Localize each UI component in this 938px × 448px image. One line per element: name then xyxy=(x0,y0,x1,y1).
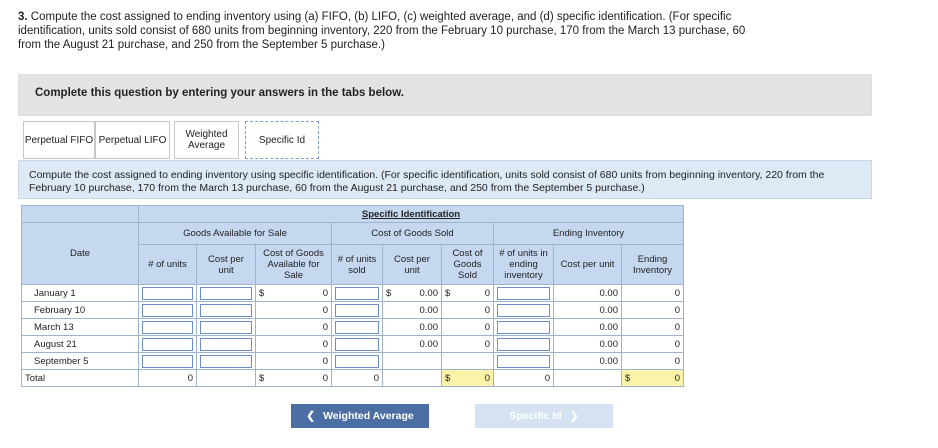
tab-weighted-average[interactable]: Weighted Average xyxy=(174,121,239,159)
cost-per-unit-input[interactable] xyxy=(200,338,252,351)
end-cost-per-unit-value: 0.00 xyxy=(554,302,622,319)
tab-perpetual-fifo[interactable]: Perpetual FIFO xyxy=(23,121,95,159)
ending-inventory-value: 0 xyxy=(622,353,684,370)
instruction-banner xyxy=(18,74,872,116)
table-corner xyxy=(22,206,139,223)
next-tab-label: Specific Id xyxy=(509,410,562,422)
end-cost-per-unit-header: Cost per unit xyxy=(554,245,622,285)
table-title: Specific Identification xyxy=(139,206,684,223)
row-date: September 5 xyxy=(22,353,139,370)
units-sold-input[interactable] xyxy=(335,338,379,351)
table-row xyxy=(22,285,684,302)
total-cogas: 0 xyxy=(322,372,328,384)
units-ending-input[interactable] xyxy=(497,304,550,317)
prev-tab-label: Weighted Average xyxy=(323,410,414,422)
cogas-header: Cost of Goods Available for Sale xyxy=(256,245,332,285)
ending-inventory-value: 0 xyxy=(622,336,684,353)
end-cost-per-unit-value: 0.00 xyxy=(554,353,622,370)
cogs-value xyxy=(442,353,494,370)
cost-per-unit-input[interactable] xyxy=(200,287,252,300)
cost-per-unit-input[interactable] xyxy=(200,321,252,334)
cogs-header: Cost of Goods Sold xyxy=(442,245,494,285)
cogs-value: 0 xyxy=(442,302,494,319)
units-input[interactable] xyxy=(142,355,193,368)
group-available-header: Goods Available for Sale xyxy=(139,223,332,245)
units-ending-input[interactable] xyxy=(497,287,550,300)
sold-cost-per-unit-value: 0.00 xyxy=(419,287,438,299)
table-row xyxy=(22,319,684,336)
row-date: August 21 xyxy=(22,336,139,353)
currency-symbol: $ xyxy=(445,287,451,299)
specific-id-table xyxy=(21,205,684,387)
row-date: January 1 xyxy=(22,285,139,302)
total-units-ending: 0 xyxy=(494,370,554,387)
total-units: 0 xyxy=(139,370,197,387)
table-row xyxy=(22,336,684,353)
units-sold-input[interactable] xyxy=(335,304,379,317)
ending-inventory-value: 0 xyxy=(622,319,684,336)
prompt-text: Compute the cost assigned to ending inventory using specific identification. (For specific identification, units sold consist of 680 units from beginning inventory, 220 from the February 10 purchase, 170 from the March 13 purchase, 60 from the August 21 purchase, and 250 from the September 5 purchase.) xyxy=(29,169,825,194)
cogas-value: 0 xyxy=(256,319,332,336)
units-ending-input[interactable] xyxy=(497,355,550,368)
units-input[interactable] xyxy=(142,321,193,334)
currency-symbol: $ xyxy=(386,287,392,299)
cogs-value: 0 xyxy=(442,336,494,353)
units-sold-input[interactable] xyxy=(335,287,379,300)
sold-cost-per-unit-header: Cost per unit xyxy=(383,245,442,285)
group-ending-header: Ending Inventory xyxy=(494,223,684,245)
cogas-value: 0 xyxy=(256,302,332,319)
tab-specific-id[interactable]: Specific Id xyxy=(245,121,319,159)
prev-tab-button[interactable] xyxy=(291,404,429,428)
cost-per-unit-header: Cost per unit xyxy=(197,245,256,285)
units-sold-input[interactable] xyxy=(335,355,379,368)
sold-cost-per-unit-value: 0.00 xyxy=(383,302,442,319)
currency-symbol: $ xyxy=(445,372,451,384)
sold-cost-per-unit-value: 0.00 xyxy=(383,319,442,336)
end-cost-per-unit-value: 0.00 xyxy=(554,319,622,336)
table-row xyxy=(22,302,684,319)
cogs-value: 0 xyxy=(484,287,490,299)
question-body: Compute the cost assigned to ending inventory using (a) FIFO, (b) LIFO, (c) weighted average, and (d) specific identification. (For specific identification, units sold consist of 680 units from beginning inventory, 220 from the February 10 purchase, 170 from the March 13 purchase, 60 from the August 21 purchase, and 250 from the September 5 purchase.) xyxy=(18,11,746,51)
units-header: # of units xyxy=(139,245,197,285)
units-input[interactable] xyxy=(142,304,193,317)
units-input[interactable] xyxy=(142,287,193,300)
currency-symbol: $ xyxy=(259,372,265,384)
row-date: February 10 xyxy=(22,302,139,319)
sold-cost-per-unit-value xyxy=(383,353,442,370)
total-ending-inventory: 0 xyxy=(674,372,680,384)
currency-symbol: $ xyxy=(625,372,631,384)
chevron-right-icon: ❯ xyxy=(569,410,579,422)
ending-inventory-header: Ending Inventory xyxy=(622,245,684,285)
cogas-value: 0 xyxy=(322,287,328,299)
tab-perpetual-lifo[interactable]: Perpetual LIFO xyxy=(95,121,170,159)
row-date: March 13 xyxy=(22,319,139,336)
total-units-sold: 0 xyxy=(332,370,383,387)
units-sold-header: # of units sold xyxy=(332,245,383,285)
total-label: Total xyxy=(22,370,139,387)
question-text xyxy=(18,10,758,52)
units-input[interactable] xyxy=(142,338,193,351)
currency-symbol: $ xyxy=(259,287,265,299)
cost-per-unit-input[interactable] xyxy=(200,304,252,317)
cost-per-unit-input[interactable] xyxy=(200,355,252,368)
chevron-left-icon: ❮ xyxy=(306,410,316,422)
units-ending-input[interactable] xyxy=(497,321,550,334)
end-cost-per-unit-value: 0.00 xyxy=(554,285,622,302)
ending-inventory-value: 0 xyxy=(622,302,684,319)
prompt-panel xyxy=(18,160,872,199)
next-tab-button xyxy=(475,404,613,428)
end-cost-per-unit-value: 0.00 xyxy=(554,336,622,353)
total-cogs: 0 xyxy=(484,372,490,384)
cogs-value: 0 xyxy=(442,319,494,336)
question-number: 3. xyxy=(18,11,28,23)
group-sold-header: Cost of Goods Sold xyxy=(332,223,494,245)
units-sold-input[interactable] xyxy=(335,321,379,334)
instruction-text: Complete this question by entering your answers in the tabs below. xyxy=(35,87,404,99)
ending-inventory-value: 0 xyxy=(622,285,684,302)
units-ending-input[interactable] xyxy=(497,338,550,351)
date-header: Date xyxy=(22,223,139,285)
cogas-value: 0 xyxy=(256,336,332,353)
table-row xyxy=(22,353,684,370)
units-ending-header: # of units in ending inventory xyxy=(494,245,554,285)
cogas-value: 0 xyxy=(256,353,332,370)
total-row xyxy=(22,370,684,387)
sold-cost-per-unit-value: 0.00 xyxy=(383,336,442,353)
